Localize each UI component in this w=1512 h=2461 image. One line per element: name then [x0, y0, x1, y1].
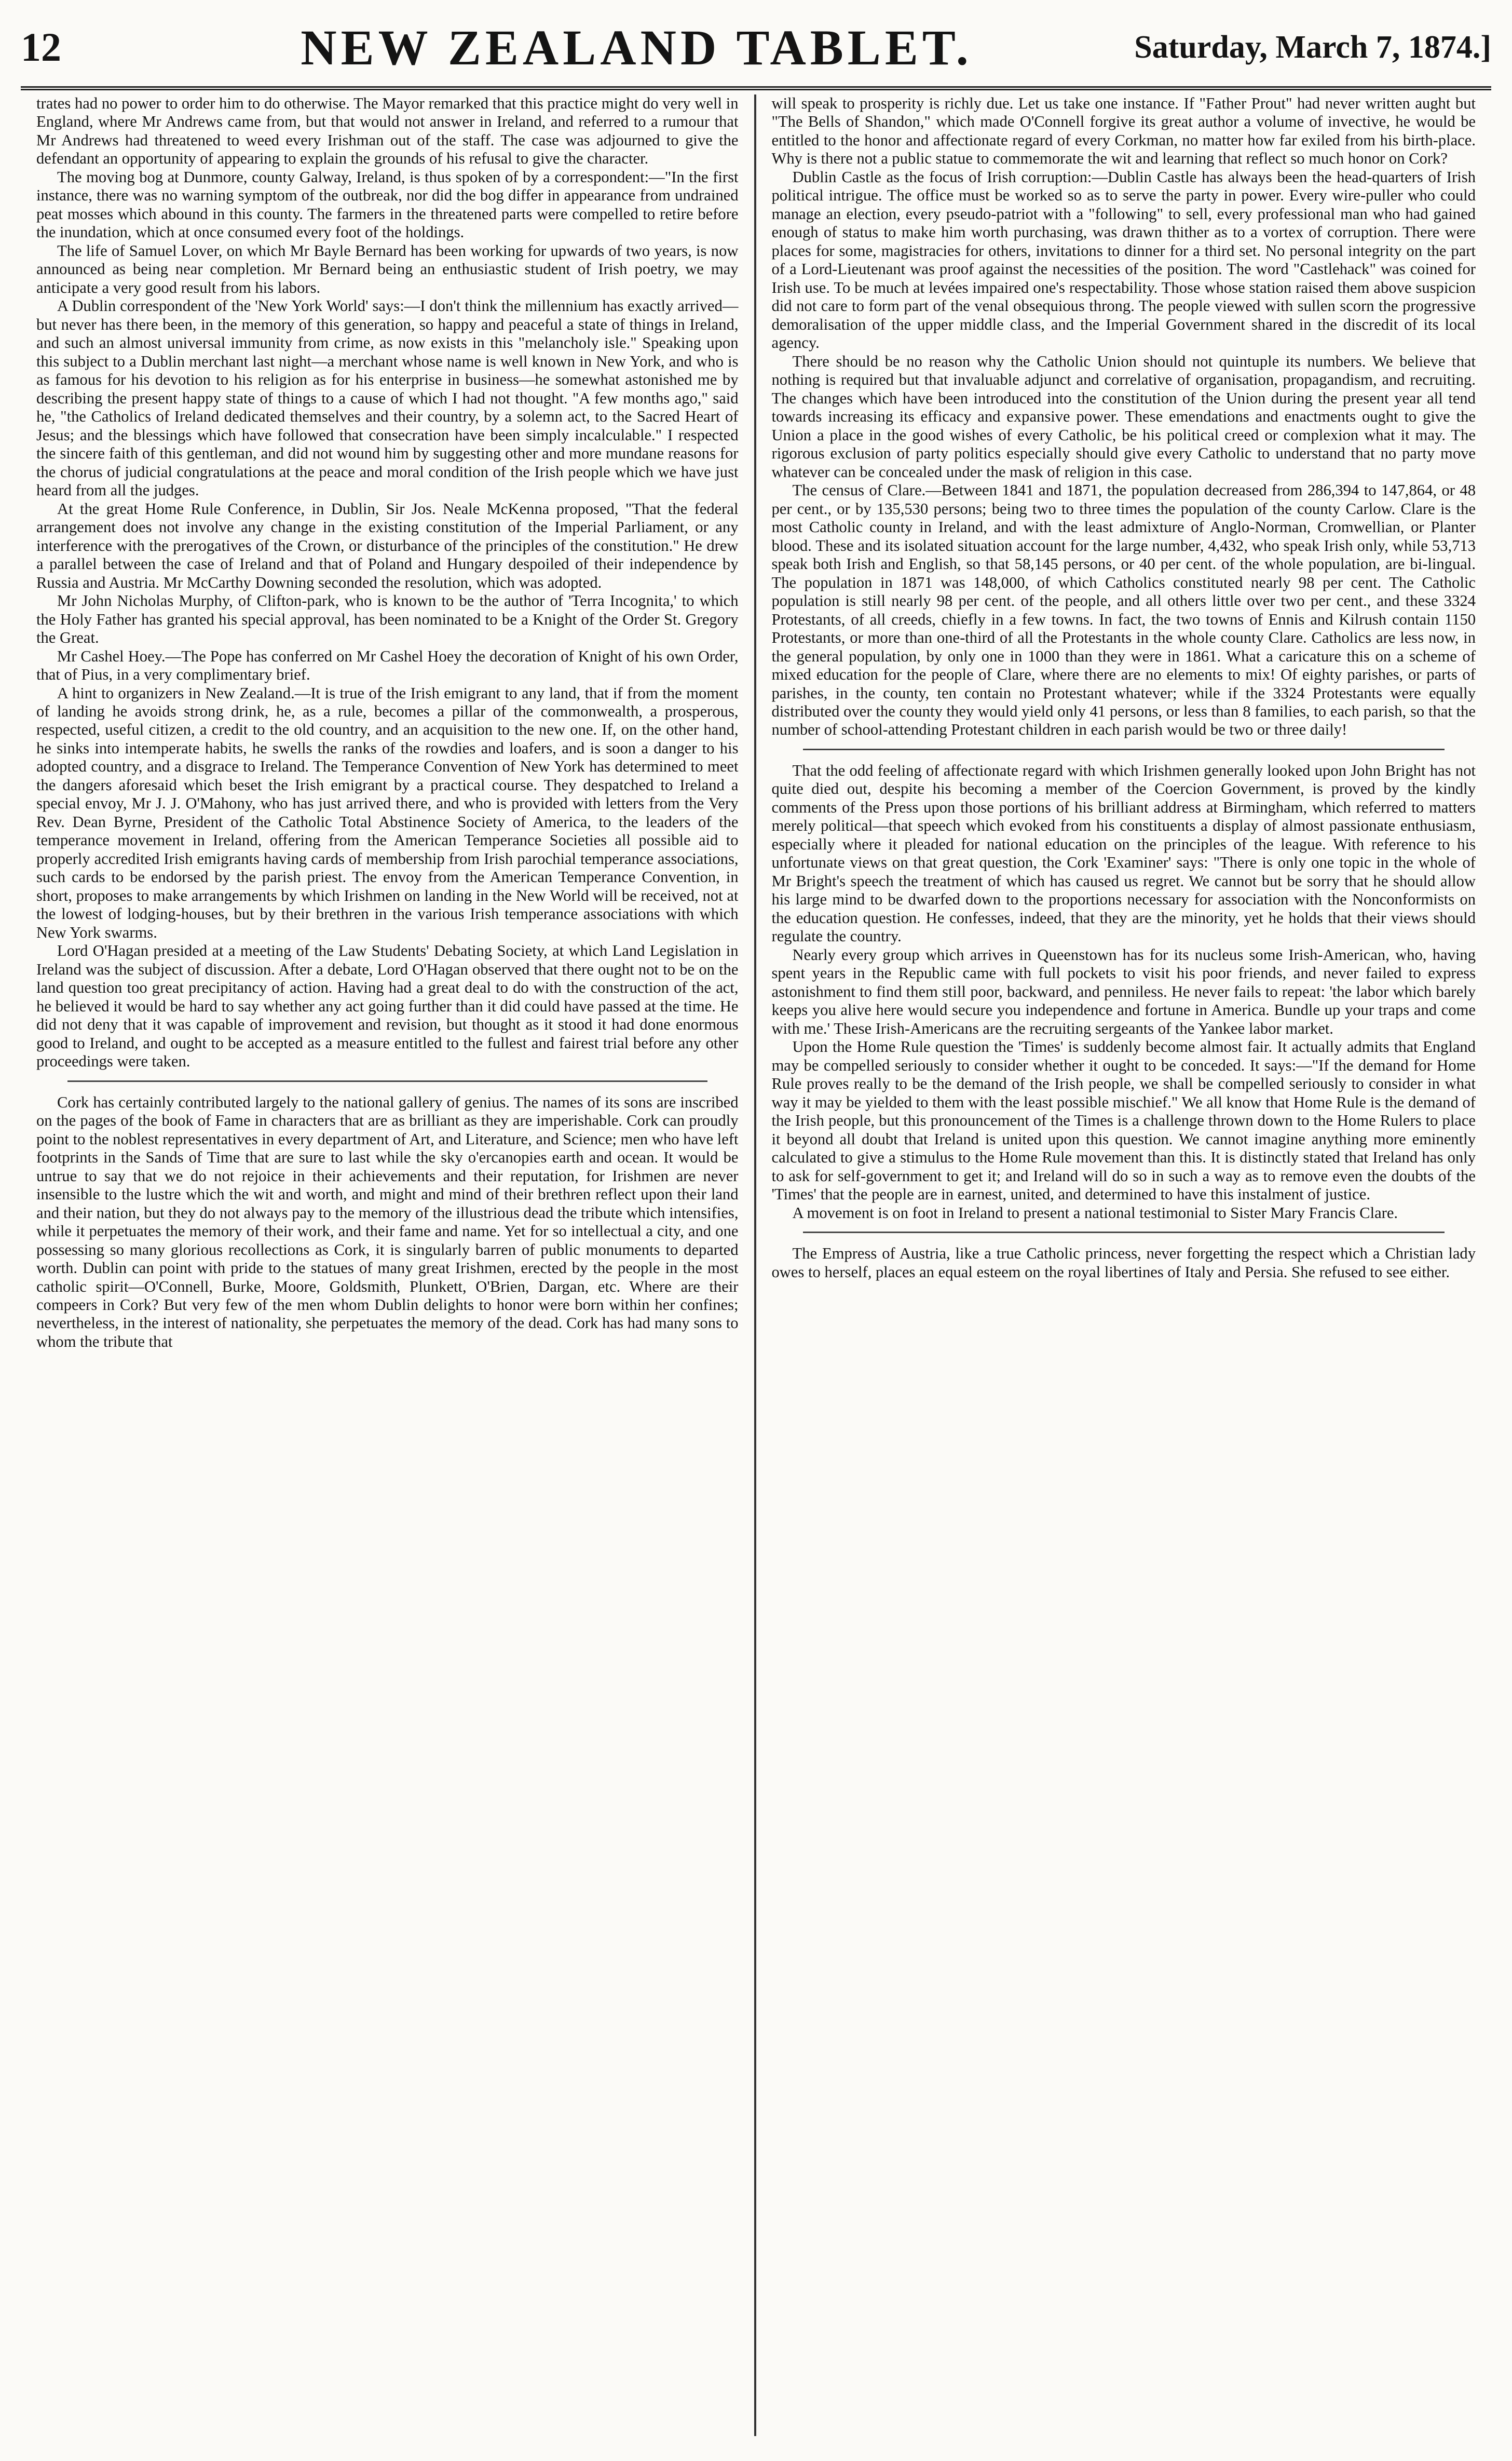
- paragraph: The moving bog at Dunmore, county Galway, Ireland, is thus spoken of by a correspondent:—"In the first instance, there was no warning symptom of the outbreak, nor did the bog differ in appearance from undrained peat mosses which abound in this county. The farmers in the threatened parts were compelled to retire before the inundation, which at once consumed every foot of the holdings.: [36, 168, 739, 241]
- paragraph: The life of Samuel Lover, on which Mr Bayle Bernard has been working for upwards of two years, is now announced as being near completion. Mr Bernard being an enthusiastic student of Irish poetry, we may anticipate a very good result from his labors.: [36, 241, 739, 296]
- paragraph: A hint to organizers in New Zealand.—It is true of the Irish emigrant to any land, that if from the moment of landing he avoids strong drink, he, as a rule, becomes a pillar of the commonwealth, a prosperous, respected, useful citizen, a credit to the old country, and an acquisition to the new one. If, on the other hand, he sinks into intemperate habits, he swells the ranks of the rowdies and loafers, and is soon a danger to his adopted country, and a disgrace to Ireland. The Temperance Convention of New York has determined to meet the dangers aforesaid which beset the Irish emigrant by a practical course. They despatched to Ireland a special envoy, Mr J. J. O'Mahony, who has just arrived there, and who is provided with letters from the Very Rev. Dean Byrne, President of the Catholic Total Abstinence Society of America, to the leaders of the temperance movement in Ireland, offering from the American Temperance Societies all possible aid to properly accredited Irish emigrants having cards of membership from Irish parochial temperance associations, such cards to be endorsed by the parish priest. The envoy from the American Temperance Convention, in short, proposes to make arrangements by which Irishmen on landing in the New World will be received, not at the lowest of lodging-houses, but by their brethren in the various Irish temperance associations with which New York swarms.: [36, 684, 739, 941]
- issue-date: Saturday, March 7, 1874.]: [1134, 29, 1491, 65]
- paragraph: Dublin Castle as the focus of Irish corruption:—Dublin Castle has always been the head-quarters of Irish political intrigue. The office must be worked so as to serve the party in power. Every wire-puller who could manage an election, every pseudo-patriot with a "following" to sell, every professional man who had gained enough of status to make him worth purchasing, was drawn thither as to a vortex of corruption. There were places for some, magistracies for others, invitations to dinner for a third set. No personal integrity on the part of a Lord-Lieutenant was proof against the necessities of the position. The word "Castlehack" was coined for Irish use. To be much at levées impaired one's respectability. Those whose station raised them above suspicion did not care to form part of the venal obsequious throng. The people viewed with sullen scorn the progressive demoralisation of the upper middle class, and the Imperial Government shared in the discredit of its local agency.: [771, 168, 1476, 352]
- right-column: [756, 94, 1492, 2436]
- paragraph: The census of Clare.—Between 1841 and 1871, the population decreased from 286,394 to 147,864, or 48 per cent., or by 135,530 persons; being two to three times the population of the county Carlow. Clare is the most Catholic county in Ireland, and with the least admixture of Anglo-Norman, Cromwellian, or Planter blood. These and its isolated situation account for the large number, 4,432, who speak Irish only, while 53,713 speak both Irish and English, so that 58,145 persons, or 40 per cent. of the whole population, are bi-lingual. The population in 1871 was 148,000, of which Catholics constituted nearly 98 per cent. The Catholic population is still nearly 98 per cent. of the people, and all others little over two per cent., and these 3324 Protestants, of all creeds, chiefly in a few towns. In fact, the two towns of Ennis and Kilrush contain 1150 Protestants, or more than one-third of all the Protestants in the whole county Clare. Catholics are less now, in the general population, by only one in 1000 than they were in 1861. What a caricature this on a scheme of mixed education for the people of Clare, where there are no elements to mix! Of eighty parishes, or parts of parishes, in the county, ten contain no Protestant whatever; while if the 3324 Protestants were equally distributed over the county they would yield only 41 persons, or less than 8 families, to each parish, so that the number of school-attending Protestant children in each parish would be two or three daily!: [771, 481, 1476, 739]
- newspaper-title: NEW ZEALAND TABLET.: [301, 19, 973, 75]
- paragraph: Lord O'Hagan presided at a meeting of the Law Students' Debating Society, at which Land Legislation in Ireland was the subject of discussion. After a debate, Lord O'Hagan observed that there ought not to be on the land question too great precipitancy of action. Having had a great deal to do with the construction of the act, he believed it would be hard to say whether any act going further than it did could have passed at the time. He did not deny that it was capable of improvement and revision, but thought as it stood it had done enormous good to Ireland, and ought to be accepted as a measure entitled to the fullest and fairest trial before any other proceedings were taken.: [36, 942, 739, 1071]
- paragraph: Mr John Nicholas Murphy, of Clifton-park, who is known to be the author of 'Terra Incognita,' to which the Holy Father has granted his special approval, has been nominated to be a Knight of the Order St. Gregory the Great.: [36, 592, 739, 647]
- paragraph: Mr Cashel Hoey.—The Pope has conferred on Mr Cashel Hoey the decoration of Knight of his own Order, that of Pius, in a very complimentary brief.: [36, 647, 739, 684]
- paragraph: Cork has certainly contributed largely to the national gallery of genius. The names of its sons are inscribed on the pages of the book of Fame in characters that are as brilliant as they are imperishable. Cork can proudly point to the noblest representatives in every department of Art, and Literature, and Science; men who have left footprints in the Sands of Time that are sure to last while the sky o'ercanopies earth and ocean. It would be untrue to say that we do not rejoice in their achievements and their reputation, for Irishmen are never insensible to the lustre which the wit and worth, and might and mind of their brethren reflect upon their land and their nation, but they do not always pay to the memory of the illustrious dead the tribute which intensifies, while it perpetuates the memory of their work, and their fame and name. Yet for so intellectual a city, and one possessing so many glorious recollections as Cork, it is singularly barren of public monuments to departed worth. Dublin can point with pride to the statues of many great Irishmen, erected by the people in the most catholic spirit—O'Connell, Burke, Moore, Goldsmith, Plunkett, O'Brien, Dargan, etc. Where are their compeers in Cork? But very few of the men whom Dublin delights to honor were born within her confines; nevertheless, in the interest of nationality, she perpetuates the memory of the dead. Cork has had many sons to whom the tribute that: [36, 1093, 739, 1350]
- paragraph: A movement is on foot in Ireland to present a national testimonial to Sister Mary Francis Clare.: [792, 1204, 1398, 1222]
- section-divider: [803, 1232, 1445, 1233]
- paragraph: will speak to prosperity is richly due. Let us take one instance. If "Father Prout" had never written aught but "The Bells of Shandon," which made O'Connell forgive its great author a volume of invective, he would be entitled to the honor and affectionate regard of every Corkman, no matter how far exiled from his birth-place. Why is there not a public statue to commemorate the wit and learning that reflect so much honor on Cork?: [771, 94, 1476, 168]
- masthead: [21, 8, 1491, 90]
- paragraph: At the great Home Rule Conference, in Dublin, Sir Jos. Neale McKenna proposed, "That the federal arrangement does not involve any change in the existing constitution of the Imperial Parliament, or any interference with the prerogatives of the Crown, or disturbance of the principles of the constitution." He drew a parallel between the case of Ireland and that of Poland and Hungary despoiled of their independence by Russia and Austria. Mr McCarthy Downing seconded the resolution, which was adopted.: [36, 499, 739, 591]
- paragraph: trates had no power to order him to do otherwise. The Mayor remarked that this practice might do very well in England, where Mr Andrews came from, but that would not answer in Ireland, and referred to a rumour that Mr Andrews had threatened to weed every Irishman out of the staff. The case was adjourned to give the defendant an opportunity of appearing to explain the grounds of his refusal to give the character.: [36, 94, 739, 168]
- paragraph: There should be no reason why the Catholic Union should not quintuple its numbers. We believe that nothing is required but that invaluable adjunct and correlative of organisation, propagandism, and recruiting. The changes which have been introduced into the constitution of the Union during the present year all tend towards increasing its efficacy and expansive power. These emendations and enactments ought to give the Union a place in the good wishes of every Catholic, be his political creed or complexion what it may. The rigorous exclusion of party politics especially should give every Catholic to understand that no party move whatever can be concealed under the mask of religion in this case.: [771, 352, 1476, 481]
- section-divider: [67, 1080, 707, 1082]
- article-columns: [21, 94, 1491, 2436]
- paragraph: Nearly every group which arrives in Queenstown has for its nucleus some Irish-American, who, having spent years in the Republic came with full pockets to visit his poor friends, and never failed to express astonishment to find them still poor, backward, and penniless. He never fails to repeat: 'the labor which barely keeps you alive here would secure you independence and fortune in America. Bundle up your traps and come with me.' These Irish-Americans are the recruiting sergeants of the Yankee labor market.: [771, 945, 1476, 1037]
- section-divider: [803, 749, 1445, 750]
- paragraph: That the odd feeling of affectionate regard with which Irishmen generally looked upon John Bright has not quite died out, despite his becoming a member of the Coercion Government, is proved by the kindly comments of the Press upon those portions of his brilliant address at Birmingham, which referred to matters merely political—that speech which evoked from his constituents a display of almost passionate enthusiasm, especially where it pleaded for national education on the principles of the league. With reference to his unfortunate views on that great question, the Cork 'Examiner' says: "There is only one topic in the whole of Mr Bright's speech the treatment of which has caused us regret. We cannot but be sorry that he should allow his large mind to be dwarfed down to the proportions necessary for association with the Nonconformists on the education question. He confesses, indeed, that they are the minority, yet he holds that their views should regulate the country.: [771, 761, 1476, 945]
- left-column: [21, 94, 756, 2436]
- paragraph: The Empress of Austria, like a true Catholic princess, never forgetting the respect which a Christian lady owes to herself, places an equal esteem on the royal libertines of Italy and Persia. She refused to see either.: [771, 1245, 1476, 1281]
- page-number: 12: [21, 24, 61, 70]
- paragraph: Upon the Home Rule question the 'Times' is suddenly become almost fair. It actually admits that England may be compelled seriously to consider whether it ought to be conceded. It says:—"If the demand for Home Rule proves really to be the demand of the Irish people, we shall be compelled seriously to consider in what way it may be yielded to them with the least possible mischief." We all know that Home Rule is the demand of the Irish people, but this pronouncement of the Times is a challenge thrown down to the Home Rulers to place it beyond all doubt that Ireland is united upon this question. We cannot imagine anything more eminently calculated to give a stimulus to the Home Rule movement than this. It is distinctly stated that Ireland has only to ask for self-government to get it; and Ireland will do so in such a way as to remove even the doubts of the 'Times' that the people are in earnest, united, and determined to have this instalment of justice.: [771, 1038, 1476, 1204]
- paragraph: A Dublin correspondent of the 'New York World' says:—I don't think the millennium has exactly arrived—but never has there been, in the memory of this generation, so happy and peaceful a state of things in Ireland, and such an almost universal immunity from crime, as now exists in this "melancholy isle." Speaking upon this subject to a Dublin merchant last night—a merchant whose name is well known in New York, and who is as famous for his devotion to his religion as for his enterprise in business—he somewhat astonished me by describing the present happy state of things to a cause of which I had not thought. "A few months ago," said he, "the Catholics of Ireland dedicated themselves and their country, by a solemn act, to the Sacred Heart of Jesus; and the blessings which have followed that consecration have been simply incalculable." I respected the sincere faith of this gentleman, and did not wound him by suggesting other and more mundane reasons for the chorus of judicial congratulations at the peace and moral condition of the Irish people which we have just heard from all the judges.: [36, 297, 739, 499]
